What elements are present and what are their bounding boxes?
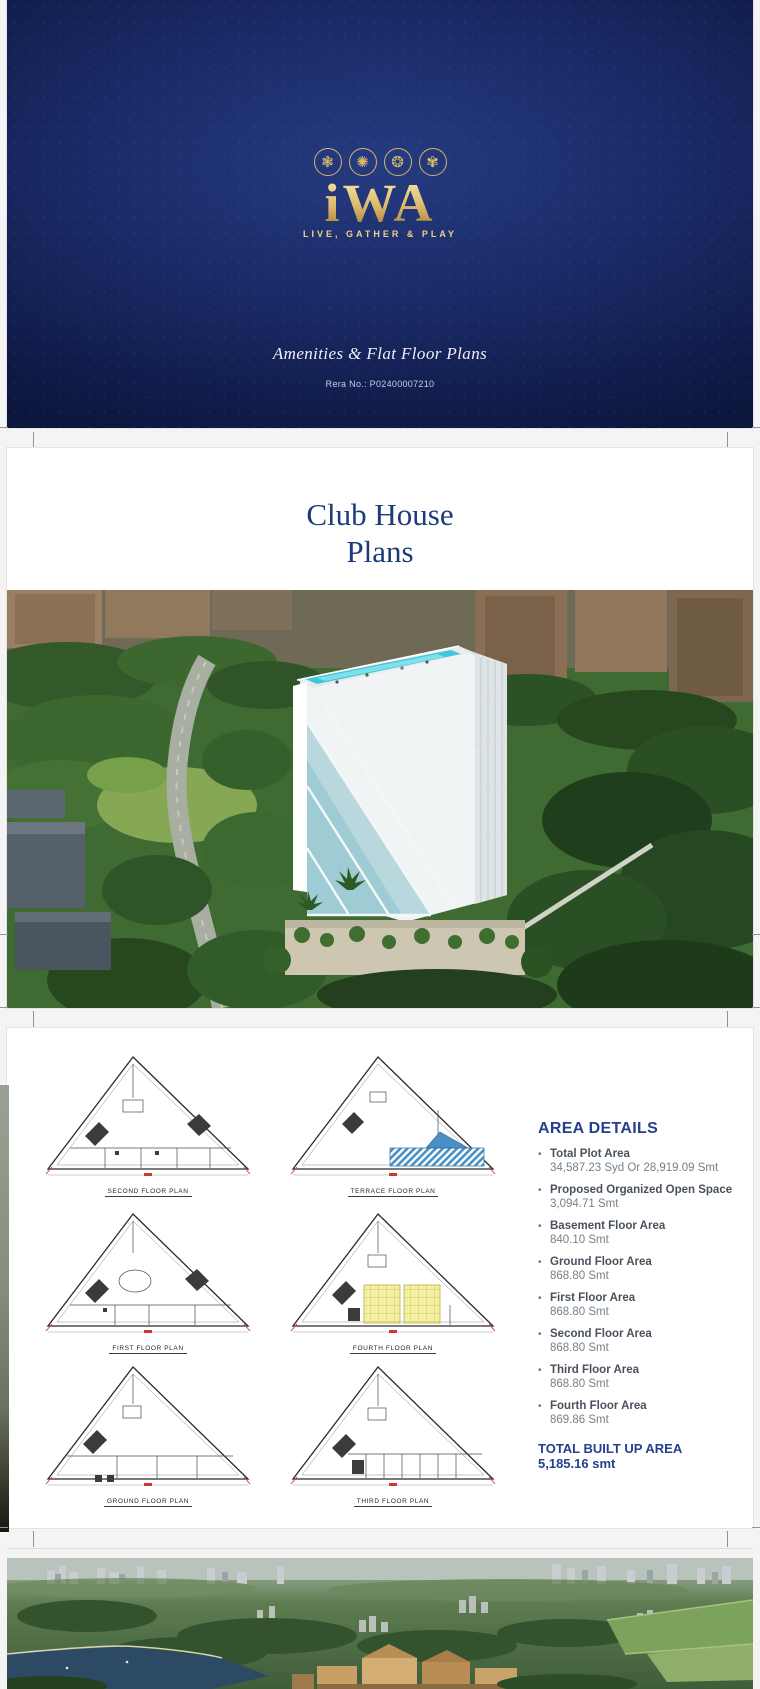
bullet-icon: • <box>538 1149 542 1160</box>
crop-mark <box>33 1531 34 1547</box>
floor-plan-ground <box>45 1362 251 1508</box>
floor-plan-label: THIRD FLOOR PLAN <box>354 1498 432 1507</box>
area-item-value: 34,587.23 Syd Or 28,919.09 Smt <box>550 1161 719 1174</box>
floor-plan-label: GROUND FLOOR PLAN <box>104 1498 192 1507</box>
floor-plan-label: SECOND FLOOR PLAN <box>105 1188 192 1197</box>
area-item-value: 868.80 Smt <box>550 1269 609 1282</box>
page-cover <box>7 0 753 428</box>
area-item-value: 868.80 Smt <box>550 1341 609 1354</box>
bullet-icon: • <box>538 1401 542 1412</box>
floor-plan-fourth-drawing <box>290 1209 496 1337</box>
crop-mark <box>752 1007 760 1008</box>
bullet-icon: • <box>538 1365 542 1376</box>
bullet-icon: • <box>538 1257 542 1268</box>
page-title <box>7 496 753 570</box>
area-detail-item <box>538 1256 738 1283</box>
iwa-logo <box>7 148 753 239</box>
facing-page-bleed-strip <box>0 1085 9 1532</box>
area-item-label: Basement Floor Area <box>550 1220 666 1232</box>
floor-plan-ground-drawing <box>45 1362 251 1490</box>
bullet-icon: • <box>538 1185 542 1196</box>
area-item-value: 868.80 Smt <box>550 1377 609 1390</box>
area-detail-item <box>538 1292 738 1319</box>
total-built-up-area <box>538 1441 738 1471</box>
area-detail-item <box>538 1184 738 1211</box>
bullet-icon: • <box>538 1329 542 1340</box>
area-item-label: First Floor Area <box>550 1292 636 1304</box>
brand-tagline: LIVE, GATHER & PLAY <box>302 229 457 239</box>
brand-wordmark: iWA <box>7 178 753 228</box>
area-item-label: Total Plot Area <box>550 1148 630 1160</box>
page-title-line1: Club House <box>306 497 454 532</box>
crop-mark <box>33 1011 34 1028</box>
crop-mark <box>752 1527 760 1528</box>
crop-mark <box>727 1531 728 1547</box>
area-item-label: Second Floor Area <box>550 1328 652 1340</box>
floor-plan-third-drawing <box>290 1362 496 1490</box>
flower-medallion-icon: ❃ <box>314 148 342 176</box>
area-item-label: Proposed Organized Open Space <box>550 1184 733 1196</box>
logo-medallions <box>7 148 753 176</box>
page-aerial-photo <box>7 1558 753 1689</box>
area-item-value: 840.10 Smt <box>550 1233 609 1246</box>
area-detail-item <box>538 1328 738 1355</box>
starburst-medallion-icon: ✺ <box>349 148 377 176</box>
area-item-label: Ground Floor Area <box>550 1256 652 1268</box>
floor-plan-second <box>45 1052 251 1198</box>
area-detail-item <box>538 1148 738 1175</box>
crop-mark <box>727 1011 728 1028</box>
bullet-icon: • <box>538 1293 542 1304</box>
floor-plan-first <box>45 1209 251 1355</box>
crop-mark <box>752 427 760 428</box>
area-details-panel <box>538 1120 738 1471</box>
page-edge-line <box>7 1548 753 1549</box>
crop-mark <box>0 934 8 935</box>
area-detail-item <box>538 1364 738 1391</box>
floor-plan-third <box>290 1362 496 1508</box>
area-detail-item <box>538 1220 738 1247</box>
page-title-line2: Plans <box>346 534 414 569</box>
crop-mark <box>0 1527 8 1528</box>
floor-plan-second-drawing <box>45 1052 251 1180</box>
floor-plan-terrace <box>290 1052 496 1198</box>
mandala-medallion-icon: ✾ <box>419 148 447 176</box>
snowflake-medallion-icon: ❂ <box>384 148 412 176</box>
floor-plan-label: FIRST FLOOR PLAN <box>109 1345 186 1354</box>
floor-plan-terrace-drawing <box>290 1052 496 1180</box>
rera-number: Rera No.: P02400007210 <box>325 379 435 389</box>
aerial-photo-image <box>7 1558 753 1689</box>
area-item-value: 869.86 Smt <box>550 1413 609 1426</box>
floor-plan-first-drawing <box>45 1209 251 1337</box>
page-floor-plans <box>7 1028 753 1528</box>
total-label: TOTAL BUILT UP AREA <box>538 1441 683 1456</box>
crop-mark <box>752 934 760 935</box>
area-item-label: Third Floor Area <box>550 1364 640 1376</box>
clubhouse-render-image <box>7 590 753 1008</box>
floor-plan-label: TERRACE FLOOR PLAN <box>348 1188 439 1197</box>
floor-plan-label: FOURTH FLOOR PLAN <box>350 1345 436 1354</box>
crop-mark <box>0 1007 8 1008</box>
area-item-value: 868.80 Smt <box>550 1305 609 1318</box>
area-detail-item <box>538 1400 738 1427</box>
bullet-icon: • <box>538 1221 542 1232</box>
crop-mark <box>0 427 8 428</box>
floor-plan-fourth <box>290 1209 496 1355</box>
cover-subtitle: Amenities & Flat Floor Plans <box>272 344 488 363</box>
page-clubhouse <box>7 448 753 1008</box>
total-value: 5,185.16 smt <box>538 1456 616 1471</box>
area-item-value: 3,094.71 Smt <box>550 1197 619 1210</box>
area-details-heading: AREA DETAILS <box>538 1120 659 1137</box>
area-item-label: Fourth Floor Area <box>550 1400 647 1412</box>
